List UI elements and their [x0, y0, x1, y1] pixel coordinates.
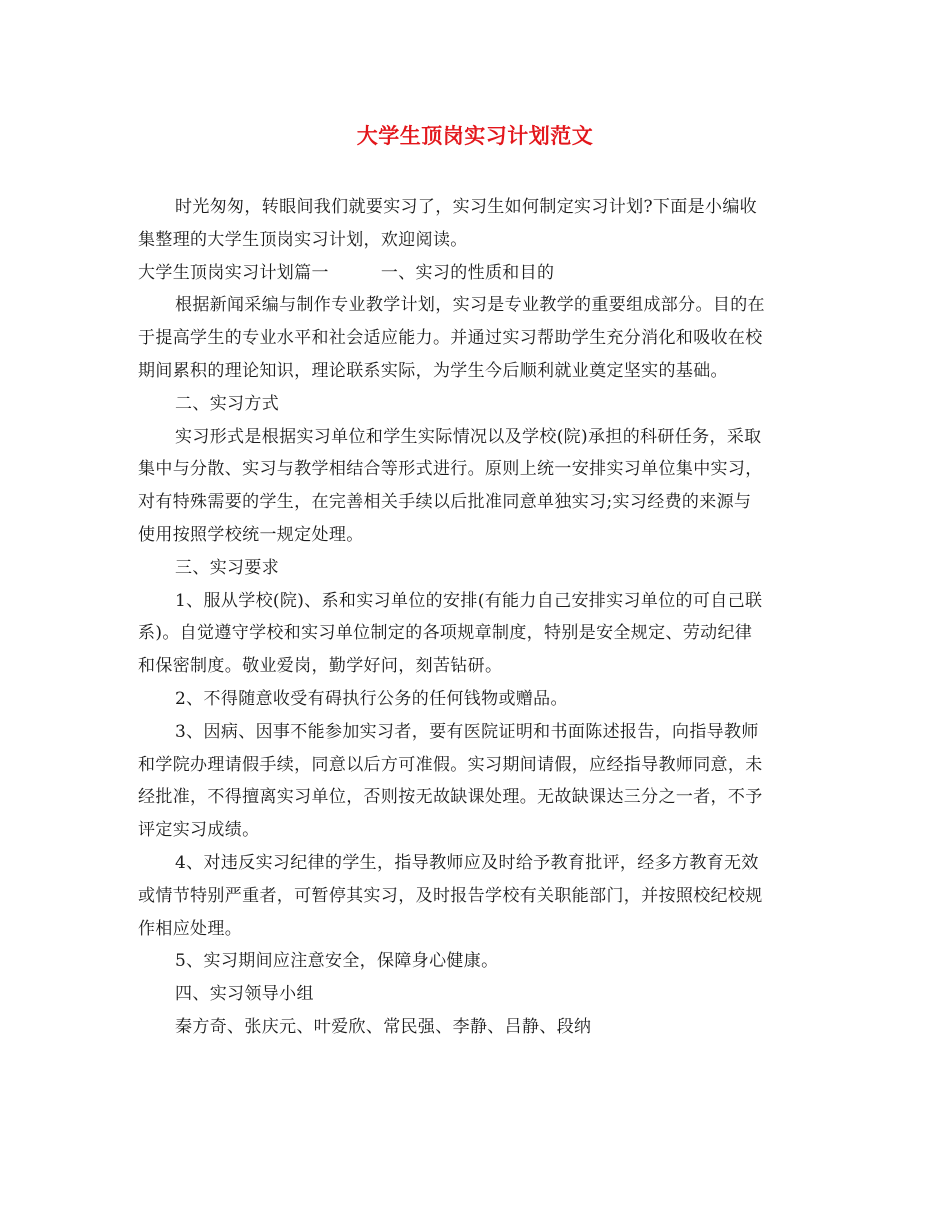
- paragraph-line: 4、对违反实习纪律的学生，指导教师应及时给予教育批评，经多方教育无效: [175, 852, 759, 873]
- paragraph-line: 系)。自觉遵守学校和实习单位制定的各项规章制度，特别是安全规定、劳动纪律: [138, 623, 753, 644]
- section-heading: 四、实习领导小组: [175, 984, 314, 1005]
- paragraph-line: 或情节特别严重者，可暂停其实习，及时报告学校有关职能部门，并按照校纪校规: [138, 885, 763, 906]
- paragraph-line: 5、实习期间应注意安全，保障身心健康。: [175, 951, 499, 972]
- paragraph-line: 使用按照学校统一规定处理。: [138, 524, 364, 545]
- section-heading: 三、实习要求: [175, 557, 280, 578]
- paragraph-line: 期间累积的理论知识，理论联系实际，为学生今后顺利就业奠定坚实的基础。: [138, 360, 728, 381]
- paragraph-line: 和保密制度。敬业爱岗，勤学好问，刻苦钻研。: [138, 656, 503, 677]
- paragraph-line: 2、不得随意收受有碍执行公务的任何钱物或赠品。: [175, 688, 568, 709]
- paragraph-line: 评定实习成绩。: [138, 820, 260, 841]
- section-heading-line: [138, 257, 814, 290]
- section-heading: 一、实习的性质和目的: [380, 262, 555, 283]
- paragraph-line: 根据新闻采编与制作专业教学计划，实习是专业教学的重要组成部分。目的在: [175, 295, 765, 316]
- paragraph-line: 和学院办理请假手续，同意以后方可准假。实习期间请假，应经指导教师同意，未: [138, 754, 763, 775]
- paragraph-line: 对有特殊需要的学生，在完善相关手续以后批准同意单独实习;实习经费的来源与: [138, 492, 752, 513]
- paragraph-line: 实习形式是根据实习单位和学生实际情况以及学校(院)承担的科研任务，采取: [175, 426, 762, 447]
- part-heading: 大学生顶岗实习计划篇一: [138, 262, 329, 283]
- paragraph-line: 3、因病、因事不能参加实习者，要有医院证明和书面陈述报告，向指导教师: [175, 721, 759, 742]
- paragraph-line: 作相应处理。: [138, 918, 243, 939]
- paragraph-line: 1、服从学校(院)、系和实习单位的安排(有能力自己安排实习单位的可自己联: [175, 590, 763, 611]
- intro-line: 集整理的大学生顶岗实习计划，欢迎阅读。: [138, 229, 468, 250]
- paragraph-line: 于提高学生的专业水平和社会适应能力。并通过实习帮助学生充分消化和吸收在校: [138, 328, 763, 349]
- document-body: [138, 191, 814, 1044]
- paragraph-line: 秦方奇、张庆元、叶爱欣、常民强、李静、吕静、段纳: [175, 1016, 592, 1037]
- intro-line: 时光匆匆，转眼间我们就要实习了，实习生如何制定实习计划?下面是小编收: [175, 197, 758, 217]
- paragraph-line: 经批准，不得擅离实习单位，否则按无故缺课处理。无故缺课达三分之一者，不予: [138, 787, 763, 808]
- document-title: 大学生顶岗实习计划范文: [356, 124, 594, 148]
- section-heading: 二、实习方式: [175, 393, 280, 414]
- paragraph-line: 集中与分散、实习与教学相结合等形式进行。原则上统一安排实习单位集中实习，: [138, 459, 763, 480]
